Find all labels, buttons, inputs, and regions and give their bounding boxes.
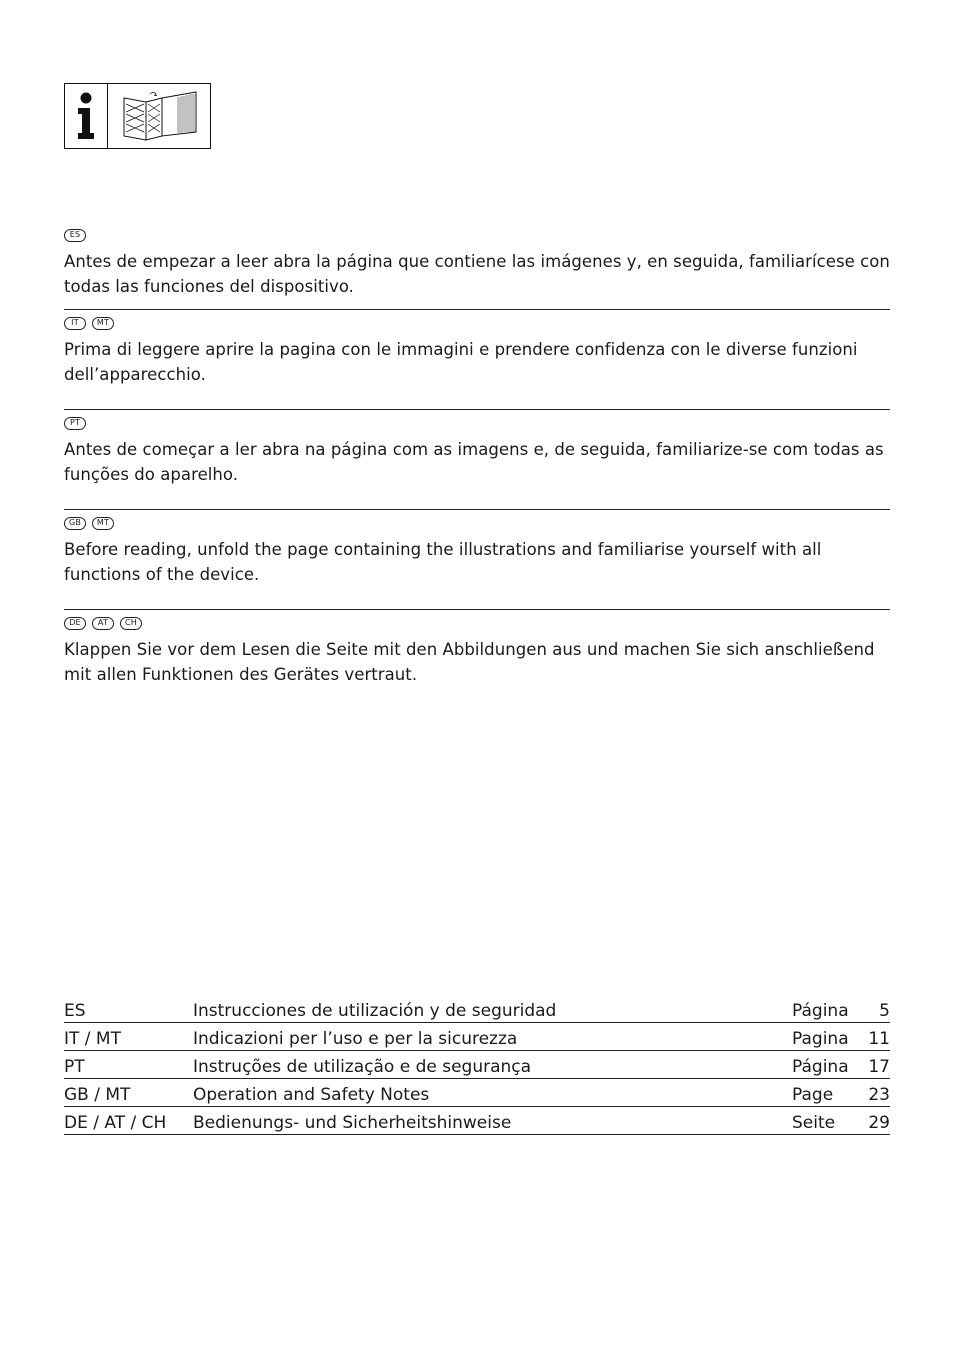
toc-row[interactable] (64, 1107, 890, 1135)
note-section-es (64, 222, 890, 310)
toc-page-number: 23 (864, 1079, 890, 1107)
toc-page-word: Página (792, 995, 864, 1023)
toc-page-word: Page (792, 1079, 864, 1107)
toc-title: Instruções de utilização e de segurança (193, 1051, 792, 1079)
toc-page-number: 5 (864, 995, 890, 1023)
language-badge: CH (120, 617, 142, 630)
language-badges (64, 314, 890, 332)
note-section-gb-mt (64, 510, 890, 610)
toc-title: Bedienungs- und Sicherheitshinweise (193, 1107, 792, 1135)
note-text: Antes de começar a ler abra na página com as imagens e, de seguida, familiarize-se com todas as funções do aparelho. (64, 440, 884, 484)
toc-row[interactable] (64, 1051, 890, 1079)
note-text: Before reading, unfold the page containing the illustrations and familiarise yourself with all functions of the device. (64, 540, 822, 584)
toc-language-code: IT / MT (64, 1023, 193, 1051)
language-badges (64, 414, 890, 432)
toc-page-number: 11 (864, 1023, 890, 1051)
language-badges (64, 226, 890, 244)
language-badge: PT (64, 417, 86, 430)
language-badge: AT (92, 617, 114, 630)
toc-page-number: 29 (864, 1107, 890, 1135)
toc-page-word: Seite (792, 1107, 864, 1135)
toc-page-word: Pagina (792, 1023, 864, 1051)
toc-page-word: Página (792, 1051, 864, 1079)
language-badges (64, 614, 890, 632)
table-of-contents (64, 995, 890, 1135)
language-badge: ES (64, 229, 86, 242)
header-icons (64, 83, 211, 149)
toc-row[interactable] (64, 1023, 890, 1051)
language-badge: IT (64, 317, 86, 330)
language-badge: GB (64, 517, 86, 530)
toc-row[interactable] (64, 995, 890, 1023)
toc-title: Operation and Safety Notes (193, 1079, 792, 1107)
language-badge: MT (92, 317, 114, 330)
language-notes (64, 222, 890, 710)
toc-language-code: GB / MT (64, 1079, 193, 1107)
toc-title: Indicazioni per l’uso e per la sicurezza (193, 1023, 792, 1051)
toc-page-number: 17 (864, 1051, 890, 1079)
language-badge: DE (64, 617, 86, 630)
language-badges (64, 514, 890, 532)
toc-title: Instrucciones de utilización y de seguridad (193, 995, 792, 1023)
unfold-page-icon (108, 83, 211, 149)
note-section-de-at-ch (64, 610, 890, 710)
language-badge: MT (92, 517, 114, 530)
note-section-it-mt (64, 310, 890, 410)
toc-row[interactable] (64, 1079, 890, 1107)
toc-language-code: ES (64, 995, 193, 1023)
toc-language-code: PT (64, 1051, 193, 1079)
info-icon (64, 83, 108, 149)
toc-language-code: DE / AT / CH (64, 1107, 193, 1135)
note-text: Klappen Sie vor dem Lesen die Seite mit den Abbildungen aus und machen Sie sich anschließend mit allen Funktionen des Gerätes vertraut. (64, 640, 875, 684)
note-text: Prima di leggere aprire la pagina con le immagini e prendere confidenza con le diverse funzioni dell’apparecchio. (64, 340, 858, 384)
note-text: Antes de empezar a leer abra la página que contiene las imágenes y, en seguida, familiarícese con todas las funciones del dispositivo. (64, 252, 890, 296)
note-section-pt (64, 410, 890, 510)
